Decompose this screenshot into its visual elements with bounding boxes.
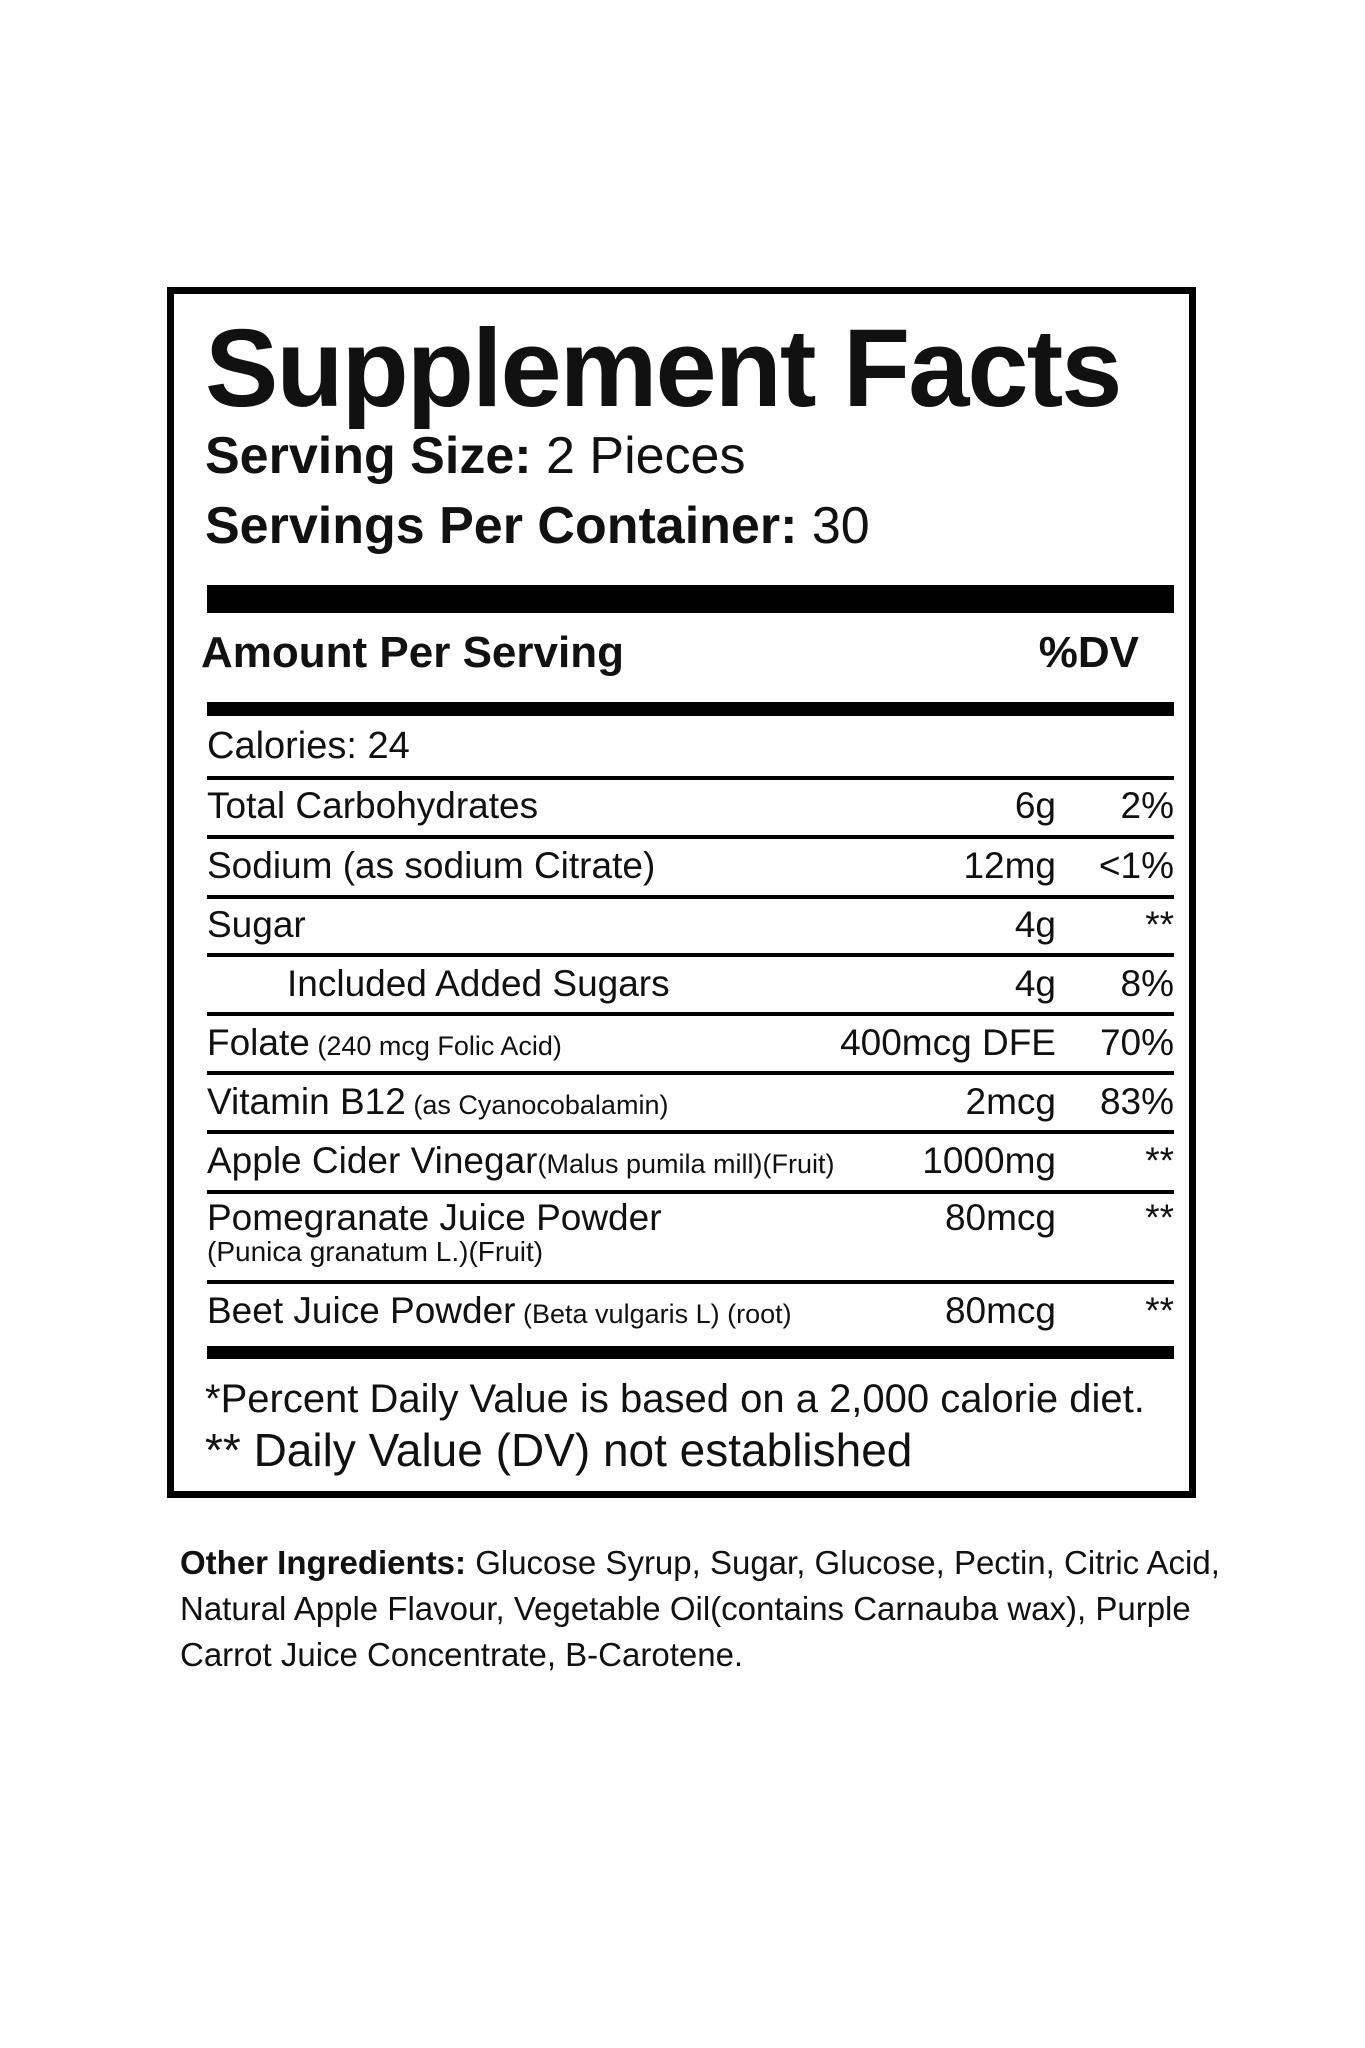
row-divider (207, 1190, 1174, 1194)
servings-per-container-value: 30 (811, 497, 870, 555)
nutrient-name (207, 1199, 662, 1266)
nutrient-amount: 12mg (963, 845, 1056, 886)
row-divider (207, 1280, 1174, 1284)
calories-text: Calories: 24 (207, 725, 410, 767)
nutrient-amount: 6g (1014, 785, 1056, 826)
nutrient-name (207, 1292, 792, 1329)
panel-title: Supplement Facts (205, 307, 1121, 430)
servings-per-container-label: Servings Per Container: (205, 497, 798, 555)
nutrient-name (207, 1142, 835, 1179)
nutrient-name (207, 1083, 668, 1120)
servings-per-container (205, 497, 870, 555)
nutrient-dv: 70% (1099, 1022, 1174, 1063)
nutrient-name-main: Apple Cider Vinegar (207, 1140, 538, 1181)
other-ingredients (180, 1540, 1230, 1678)
supplement-facts-panel (167, 287, 1196, 1498)
serving-size (205, 427, 746, 485)
nutrient-name: Sodium (as sodium Citrate) (207, 845, 656, 886)
nutrient-name-main: Beet Juice Powder (207, 1290, 516, 1331)
nutrient-amount: 4g (1014, 963, 1056, 1004)
thick-divider (207, 702, 1174, 716)
nutrient-name: Total Carbohydrates (207, 785, 539, 826)
nutrient-name (207, 1024, 562, 1061)
thick-divider (207, 1346, 1174, 1359)
nutrient-name-detail: (as Cyanocobalamin) (405, 1090, 669, 1120)
nutrient-dv: ** (1145, 1197, 1174, 1238)
row-divider (207, 835, 1174, 839)
serving-size-value: 2 Pieces (546, 427, 746, 485)
nutrient-dv: 83% (1099, 1081, 1174, 1122)
nutrient-name-detail: (Malus pumila mill)(Fruit) (537, 1149, 835, 1179)
nutrient-amount: 2mcg (965, 1081, 1056, 1122)
nutrient-name-detail: (Beta vulgaris L) (root) (515, 1299, 792, 1329)
serving-size-label: Serving Size: (205, 427, 532, 485)
nutrient-dv: 8% (1120, 963, 1174, 1004)
footnote-percent-dv: *Percent Daily Value is based on a 2,000 calorie diet. (205, 1377, 1145, 1421)
nutrient-name-main: Vitamin B12 (207, 1081, 406, 1122)
dv-heading: %DV (1038, 628, 1139, 677)
nutrient-dv: ** (1145, 1140, 1174, 1181)
other-ingredients-label: Other Ingredients: (180, 1544, 467, 1581)
nutrient-dv: ** (1145, 1290, 1174, 1331)
footnote-dv-not-established: ** Daily Value (DV) not established (205, 1424, 913, 1476)
nutrient-amount: 80mcg (944, 1290, 1056, 1331)
nutrient-name: Sugar (207, 904, 306, 945)
nutrient-dv: 2% (1120, 785, 1174, 826)
row-divider (207, 776, 1174, 780)
row-divider (207, 953, 1174, 957)
nutrient-amount: 4g (1014, 904, 1056, 945)
nutrient-name-detail: (240 mcg Folic Acid) (309, 1031, 562, 1061)
nutrient-name-detail: (Punica granatum L.)(Fruit) (207, 1236, 544, 1267)
nutrient-amount: 80mcg (944, 1197, 1056, 1238)
row-divider (207, 1012, 1174, 1016)
row-divider (207, 1130, 1174, 1134)
nutrient-name: Included Added Sugars (287, 963, 670, 1004)
nutrient-dv: ** (1145, 904, 1174, 945)
amount-per-serving-heading: Amount Per Serving (201, 628, 624, 677)
nutrient-name-main: Pomegranate Juice Powder (207, 1197, 662, 1238)
nutrient-dv: <1% (1098, 845, 1174, 886)
row-divider (207, 1071, 1174, 1075)
row-divider (207, 895, 1174, 899)
nutrient-amount: 400mcg DFE (840, 1022, 1056, 1063)
thick-divider (207, 585, 1174, 613)
other-ingredients-text: Glucose Syrup, Sugar, Glucose, Pectin, Citric Acid, Natural Apple Flavour, Vegetable Oil(contains Carnauba wax), Purple Carrot Juice Concentrate, B-Carotene. (180, 1544, 1220, 1673)
nutrient-name-main: Folate (207, 1022, 310, 1063)
nutrient-amount: 1000mg (922, 1140, 1056, 1181)
